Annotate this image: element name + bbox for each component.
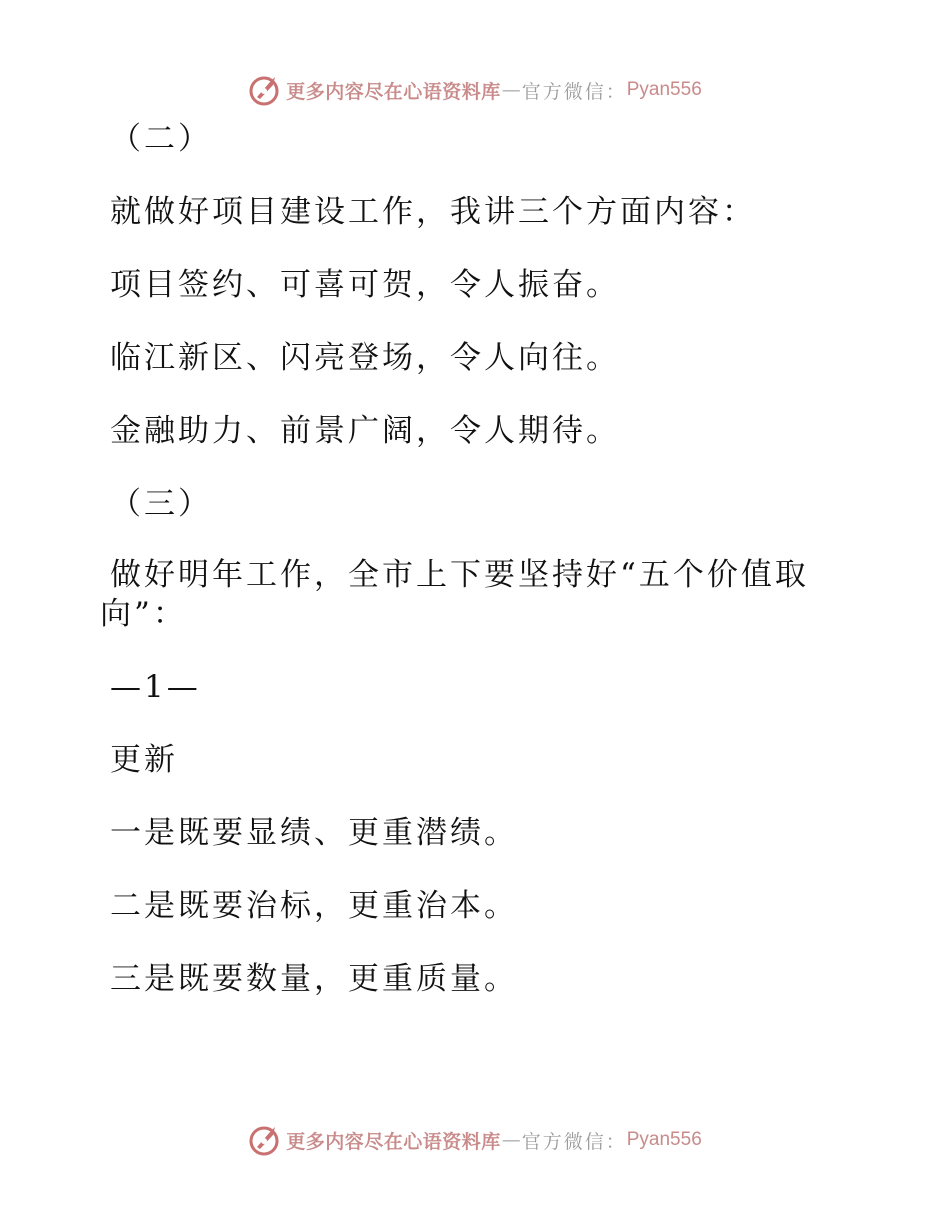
watermark-dash: — (501, 1129, 521, 1151)
paragraph-point-3: 金融助力、前景广阔，令人期待。 (110, 413, 620, 449)
watermark-wechat-label: 官方微信： (521, 1130, 627, 1153)
pen-logo-icon (248, 1123, 282, 1157)
paragraph-value-orientation: 做好明年工作，全市上下要坚持好“五个价值取向”： (100, 557, 809, 632)
watermark-dash: — (501, 79, 521, 101)
section-heading-3: （三） (110, 486, 212, 522)
watermark-brand: 更多内容尽在心语资料库 (286, 1130, 501, 1153)
watermark-brand: 更多内容尽在心语资料库 (286, 80, 501, 103)
list-item-2: 二是既要治标，更重治本。 (110, 888, 518, 924)
pen-logo-icon (248, 73, 282, 107)
subsection-number: —1— (110, 669, 201, 705)
paragraph-point-2: 临江新区、闪亮登场，令人向往。 (110, 340, 620, 376)
paragraph-point-1: 项目签约、可喜可贺，令人振奋。 (110, 267, 620, 303)
watermark-wechat-id: Pyan556 (626, 79, 702, 100)
paragraph-intro: 就做好项目建设工作，我讲三个方面内容： (110, 194, 756, 230)
list-item-3: 三是既要数量，更重质量。 (110, 961, 518, 997)
subsection-title: 更新 (110, 742, 178, 778)
watermark-header (0, 72, 950, 108)
watermark-wechat-id: Pyan556 (626, 1129, 702, 1150)
section-heading-2: （二） (110, 121, 212, 157)
watermark-footer (0, 1122, 950, 1158)
document-body (100, 118, 860, 1031)
list-item-1: 一是既要显绩、更重潜绩。 (110, 815, 518, 851)
watermark-wechat-label: 官方微信： (521, 80, 627, 103)
